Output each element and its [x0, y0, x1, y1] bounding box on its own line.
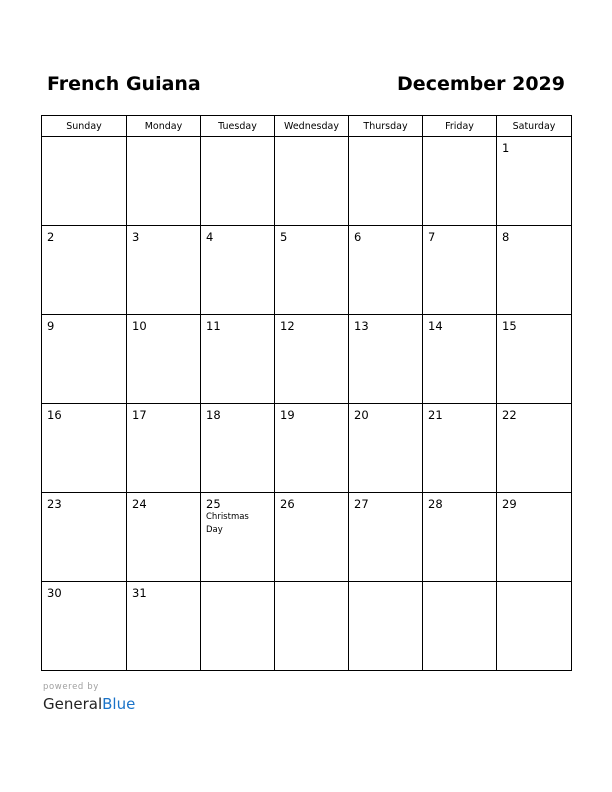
day-number: 30: [47, 586, 62, 600]
month-year-title: December 2029: [397, 73, 565, 95]
day-cell: [127, 226, 201, 315]
holiday-label: Christmas Day: [206, 512, 249, 535]
empty-day-cell: [275, 582, 349, 671]
footer-branding: [43, 682, 135, 714]
empty-day-cell: [423, 137, 497, 226]
week-row: [42, 315, 572, 404]
day-number: 8: [502, 230, 510, 244]
day-cell: [349, 226, 423, 315]
weekday-header: Tuesday: [201, 116, 275, 137]
day-cell: [497, 493, 572, 582]
day-cell: [201, 226, 275, 315]
day-cell: [423, 404, 497, 493]
day-cell: [42, 315, 127, 404]
brand-logo: [43, 694, 135, 714]
day-number: 6: [354, 230, 362, 244]
empty-day-cell: [201, 137, 275, 226]
weekday-header: Friday: [423, 116, 497, 137]
day-cell: [127, 582, 201, 671]
day-number: 22: [502, 408, 517, 422]
day-number: 4: [206, 230, 214, 244]
day-cell: [423, 226, 497, 315]
day-number: 31: [132, 586, 147, 600]
day-cell: [42, 493, 127, 582]
week-row: [42, 582, 572, 671]
weekday-header: Wednesday: [275, 116, 349, 137]
empty-day-cell: [423, 582, 497, 671]
day-cell: [497, 226, 572, 315]
day-number: 3: [132, 230, 140, 244]
day-number: 19: [280, 408, 295, 422]
day-number: 11: [206, 319, 221, 333]
week-row: [42, 137, 572, 226]
brand-blue-text: Blue: [102, 695, 136, 713]
empty-day-cell: [201, 582, 275, 671]
weekday-header: Monday: [127, 116, 201, 137]
day-cell: [275, 226, 349, 315]
day-number: 17: [132, 408, 147, 422]
empty-day-cell: [127, 137, 201, 226]
day-cell: [127, 404, 201, 493]
day-number: 10: [132, 319, 147, 333]
day-number: 21: [428, 408, 443, 422]
week-row: [42, 226, 572, 315]
empty-day-cell: [349, 582, 423, 671]
day-number: 27: [354, 497, 369, 511]
powered-by-text: powered by: [43, 682, 99, 692]
brand-general-text: General: [43, 695, 103, 713]
day-number: 18: [206, 408, 221, 422]
week-row: [42, 404, 572, 493]
day-cell: [423, 493, 497, 582]
day-cell: [127, 493, 201, 582]
day-number: 28: [428, 497, 443, 511]
day-cell: [42, 582, 127, 671]
day-cell: [275, 315, 349, 404]
day-number: 7: [428, 230, 436, 244]
empty-day-cell: [349, 137, 423, 226]
country-title: French Guiana: [47, 73, 201, 95]
day-number: 14: [428, 319, 443, 333]
day-number: 24: [132, 497, 147, 511]
empty-day-cell: [497, 582, 572, 671]
day-cell: [497, 137, 572, 226]
day-number: 9: [47, 319, 55, 333]
day-cell: [42, 404, 127, 493]
day-number: 20: [354, 408, 369, 422]
day-number: 16: [47, 408, 62, 422]
day-cell: [201, 315, 275, 404]
day-cell: [349, 404, 423, 493]
day-cell: [275, 404, 349, 493]
weekday-header: Saturday: [497, 116, 572, 137]
day-cell: [497, 404, 572, 493]
day-number: 5: [280, 230, 288, 244]
weekday-header: Sunday: [42, 116, 127, 137]
day-cell: [423, 315, 497, 404]
day-number: 12: [280, 319, 295, 333]
weekday-header: Thursday: [349, 116, 423, 137]
day-number: 1: [502, 141, 510, 155]
day-number: 26: [280, 497, 295, 511]
day-cell: [42, 226, 127, 315]
day-cell: [127, 315, 201, 404]
day-cell: [275, 493, 349, 582]
day-number: 29: [502, 497, 517, 511]
day-cell: [349, 493, 423, 582]
empty-day-cell: [42, 137, 127, 226]
week-row: [42, 493, 572, 582]
day-number: 25: [206, 497, 221, 511]
day-cell: [201, 493, 275, 582]
day-number: 13: [354, 319, 369, 333]
day-number: 23: [47, 497, 62, 511]
calendar-grid: [41, 115, 572, 671]
empty-day-cell: [275, 137, 349, 226]
weekday-header-row: [42, 116, 572, 137]
day-cell: [497, 315, 572, 404]
day-cell: [201, 404, 275, 493]
day-number: 15: [502, 319, 517, 333]
day-cell: [349, 315, 423, 404]
day-number: 2: [47, 230, 55, 244]
